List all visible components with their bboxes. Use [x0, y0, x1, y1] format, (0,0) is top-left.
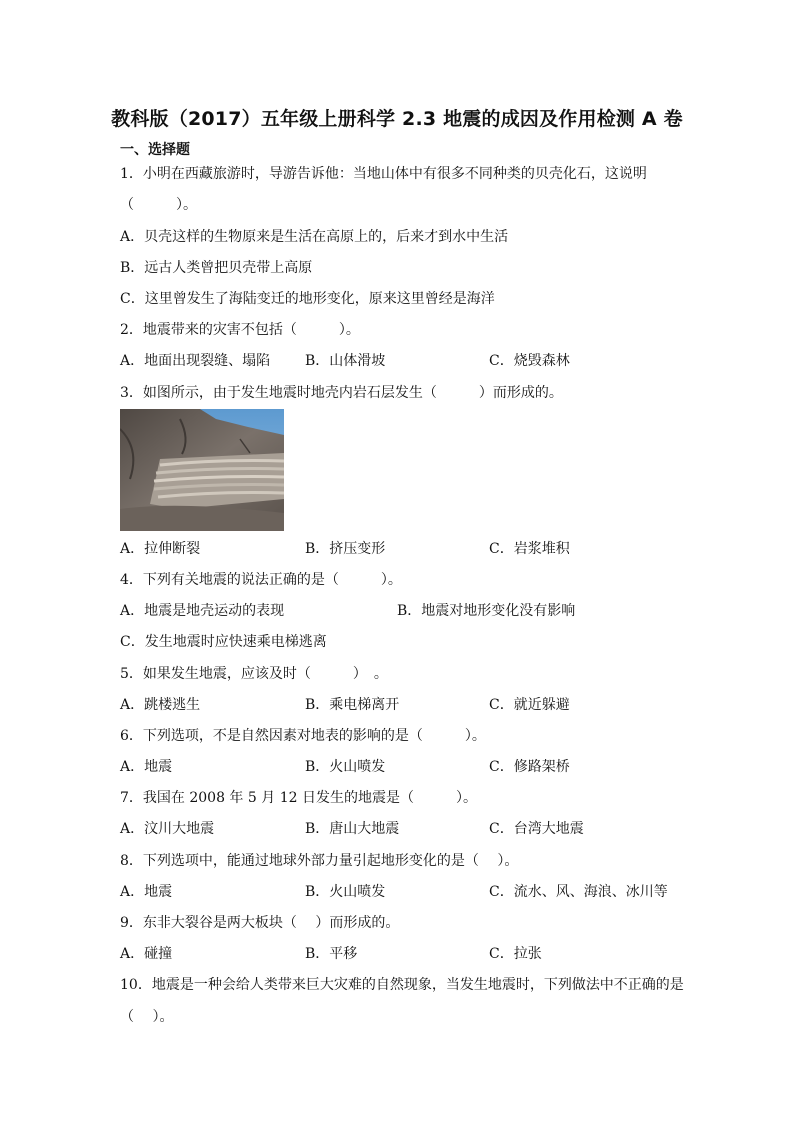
question-3-option-a: A．拉伸断裂 [120, 541, 201, 557]
question-4-option-c: C．发生地震时应快速乘电梯逃离 [120, 634, 327, 650]
question-9-stem: 9．东非大裂谷是两大板块（ ）而形成的。 [120, 915, 400, 931]
question-6-stem: 6．下列选项，不是自然因素对地表的影响的是（ ）。 [120, 728, 486, 744]
question-6-option-c: C．修路架桥 [489, 759, 570, 775]
question-9-option-a: A．碰撞 [120, 946, 173, 962]
question-2-option-b: B．山体滑坡 [305, 353, 386, 369]
rock-strata-photo-icon [120, 409, 284, 531]
question-3-option-c: C．岩浆堆积 [489, 541, 570, 557]
question-5-option-b: B．乘电梯离开 [305, 697, 400, 713]
question-5-option-c: C．就近躲避 [489, 697, 570, 713]
question-9-option-b: B．平移 [305, 946, 358, 962]
question-7-stem: 7．我国在 2008 年 5 月 12 日发生的地震是（ ）。 [120, 790, 477, 806]
question-8-option-b: B．火山喷发 [305, 884, 386, 900]
question-1-option-a: A．贝壳这样的生物原来是生活在高原上的，后来才到水中生活 [120, 229, 509, 245]
question-4-stem: 4．下列有关地震的说法正确的是（ ）。 [120, 572, 402, 588]
question-7-option-b: B．唐山大地震 [305, 821, 400, 837]
question-7-option-a: A．汶川大地震 [120, 821, 215, 837]
question-1-option-b: B．远古人类曾把贝壳带上高原 [120, 260, 313, 276]
question-2-stem: 2．地震带来的灾害不包括（ ）。 [120, 322, 360, 338]
question-10-stem-cont: （ ）。 [120, 1009, 174, 1025]
question-8-stem: 8．下列选项中，能通过地球外部力量引起地形变化的是（ ）。 [120, 853, 519, 869]
question-8-option-c: C．流水、风、海浪、冰川等 [489, 884, 668, 900]
question-3-option-b: B．挤压变形 [305, 541, 386, 557]
question-3-stem: 3．如图所示，由于发生地震时地壳内岩石层发生（ ）而形成的。 [120, 385, 563, 401]
question-6-option-b: B．火山喷发 [305, 759, 386, 775]
question-2-option-a: A．地面出现裂缝、塌陷 [120, 353, 271, 369]
question-1-stem: 1．小明在西藏旅游时，导游告诉他：当地山体中有很多不同种类的贝壳化石，这说明 [120, 166, 647, 182]
question-9-option-c: C．拉张 [489, 946, 542, 962]
page-title: 教科版（2017）五年级上册科学 2.3 地震的成因及作用检测 A 卷 [111, 108, 683, 130]
question-5-stem: 5．如果发生地震，应该及时（ ） 。 [120, 666, 388, 682]
question-1-option-c: C．这里曾发生了海陆变迁的地形变化，原来这里曾经是海洋 [120, 291, 495, 307]
section-heading: 一、选择题 [120, 142, 190, 158]
question-7-option-c: C．台湾大地震 [489, 821, 584, 837]
question-4-option-a: A．地震是地壳运动的表现 [120, 603, 285, 619]
question-2-option-c: C．烧毁森林 [489, 353, 570, 369]
question-10-stem: 10．地震是一种会给人类带来巨大灾难的自然现象，当发生地震时，下列做法中不正确的是 [120, 977, 684, 993]
question-5-option-a: A．跳楼逃生 [120, 697, 201, 713]
rock-strata-photo [120, 409, 284, 531]
question-8-option-a: A．地震 [120, 884, 173, 900]
question-4-option-b: B．地震对地形变化没有影响 [397, 603, 576, 619]
question-6-option-a: A．地震 [120, 759, 173, 775]
question-1-stem-cont: （ ）。 [120, 197, 197, 213]
